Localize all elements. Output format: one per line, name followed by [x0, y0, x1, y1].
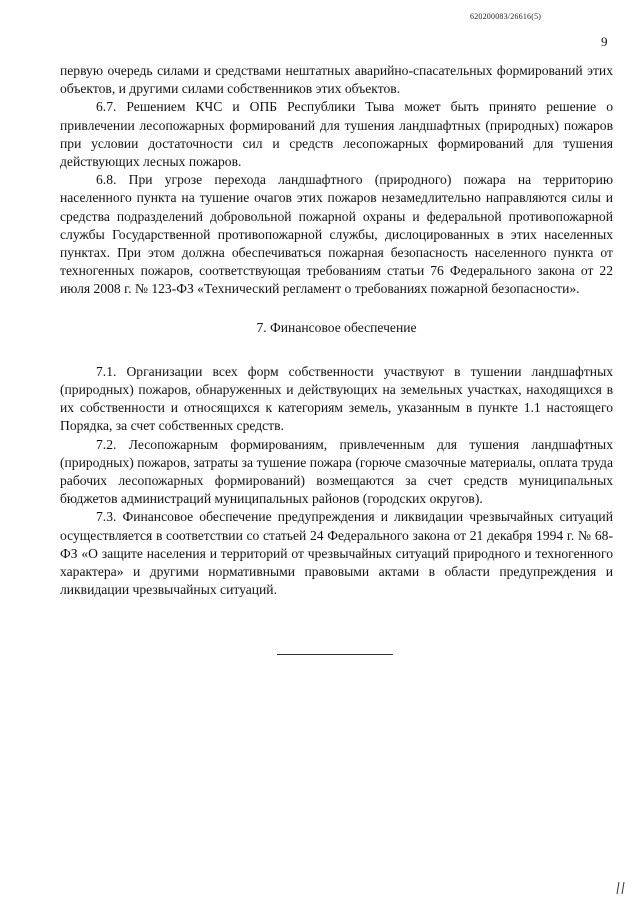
paragraph-7-3: 7.3. Финансовое обеспечение предупреждения и ликвидации чрезвычайных ситуаций осуществляется в соответствии со статьей 24 Федерального закона от 21 декабря 1994 г. № 68-ФЗ «О защите населения и территорий от чрезвычайных ситуаций природного и техногенного характера» и другими нормативными правовыми актами в области предупреждения и ликвидации чрезвычайных ситуаций. — [60, 509, 613, 598]
document-body — [60, 62, 613, 599]
paragraph-continuation: первую очередь силами и средствами нештатных аварийно-спасательных формирований этих объектов, и другими силами собственников этих объектов. — [60, 63, 613, 97]
handwritten-mark-icon — [615, 880, 629, 896]
section-title: 7. Финансовое обеспечение — [256, 319, 417, 335]
paragraph-6-8: 6.8. При угрозе перехода ландшафтного (природного) пожара на территорию населенного пункта на тушение очагов этих пожаров незамедлительно направляются силы и средства подразделений добровольной пожарной охраны и федеральной противопожарной службы Государственной противопожарной службы, дислоцированных в этих населенных пунктах. При этом должна обеспечиваться пожарная безопасность населенного пункта от техногенных пожаров, соответствующая требованиям статьи 76 Федерального закона от 22 июля 2008 г. № 123-ФЗ «Технический регламент о требованиях пожарной безопасности». — [60, 172, 613, 297]
document-id: 620200083/26616(5) — [470, 12, 542, 21]
paragraph-6-7: 6.7. Решением КЧС и ОПБ Республики Тыва может быть принято решение о привлечении лесопожарных формирований для тушения ландшафтных (природных) пожаров при условии достаточности сил и средств лесопожарных формирований для тушения действующих лесных пожаров. — [60, 99, 613, 170]
end-separator-line — [277, 654, 393, 655]
paragraph-7-2: 7.2. Лесопожарным формированиям, привлеченным для тушения ландшафтных (природных) пожаров, затраты за тушение пожара (горюче смазочные материалы, оплата труда рабочих лесопожарных формирований) возмещаются за счет средств муниципальных бюджетов администраций муниципальных районов (городских округов). — [60, 436, 613, 507]
page-number: 9 — [601, 34, 608, 49]
paragraph-7-1: 7.1. Организации всех форм собственности участвуют в тушении ландшафтных (природных) пожаров, обнаруженных и действующих на земельных участках, находящихся в их собственности и относящихся к категориям земель, указанным в пункте 1.1 настоящего Порядка, за счет собственных средств. — [60, 363, 613, 434]
